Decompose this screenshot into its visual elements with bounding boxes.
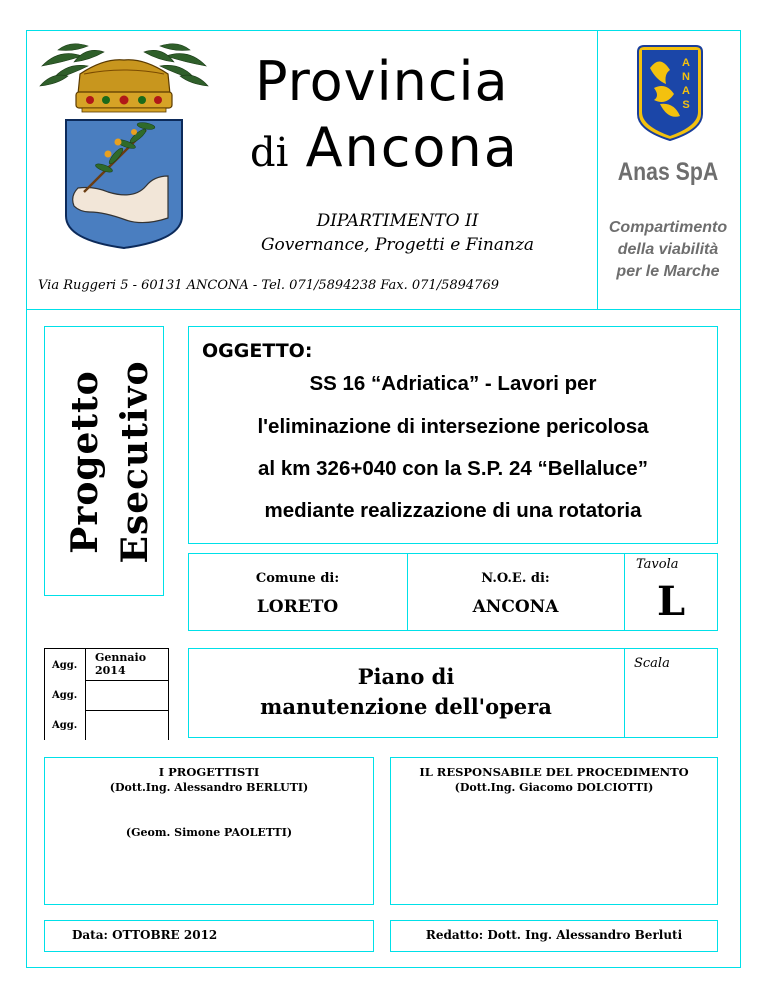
province-address: Via Ruggeri 5 - 60131 ANCONA - Tel. 071/5894238 Fax. 071/5894769 — [38, 278, 499, 293]
project-phase-line-1: Progetto — [64, 370, 106, 554]
noe-label: N.O.E. di: — [481, 571, 550, 586]
scala-label: Scala — [634, 656, 670, 671]
agg-label-1: Agg. — [52, 660, 78, 671]
progettista-1: (Dott.Ing. Alessandro BERLUTI) — [109, 781, 309, 794]
department-subtitle: Governance, Progetti e Finanza — [260, 235, 535, 255]
anas-logo-icon — [636, 44, 704, 142]
agg-label-2: Agg. — [52, 690, 78, 701]
document-divider — [624, 648, 625, 738]
responsabile-name: (Dott.Ing. Giacomo DOLCIOTTI) — [454, 781, 654, 794]
agg-col-divider — [85, 648, 86, 740]
document-title-line-1: Piano di — [357, 664, 455, 689]
comune-value: LORETO — [256, 597, 339, 617]
progettista-2: (Geom. Simone PAOLETTI) — [125, 826, 293, 839]
oggetto-line-1: SS 16 “Adriatica” - Lavori per — [309, 372, 597, 395]
anas-letter-n: N — [682, 71, 690, 83]
comune-label: Comune di: — [255, 571, 340, 586]
anas-sub-line-1: Compartimento — [608, 219, 728, 236]
header-horizontal-divider — [26, 309, 741, 310]
agg-right-line — [168, 648, 169, 740]
document-title-line-2: manutenzione dell'opera — [260, 694, 552, 719]
anas-letter-s: S — [682, 99, 690, 111]
agg-left-line — [44, 648, 45, 740]
department-title: DIPARTIMENTO II — [316, 211, 479, 231]
redatto-text: Redatto: Dott. Ing. Alessandro Berluti — [425, 928, 683, 942]
location-divider-1 — [407, 553, 408, 631]
oggetto-line-2: l'eliminazione di intersezione pericolosa — [257, 415, 649, 438]
oggetto-label: OGGETTO: — [202, 340, 313, 362]
responsabile-title: IL RESPONSABILE DEL PROCEDIMENTO — [419, 765, 689, 779]
agg-row-divider-1 — [85, 680, 169, 681]
province-coat-of-arms — [34, 36, 214, 256]
province-title-di: di — [250, 130, 289, 176]
anas-letter-a1: A — [682, 57, 690, 69]
progettisti-title: I PROGETTISTI — [158, 765, 260, 779]
agg-value-1: Gennaio 2014 — [95, 651, 147, 677]
anas-letter-a2: A — [682, 85, 690, 97]
oggetto-line-3: al km 326+040 con la S.P. 24 “Bellaluce” — [258, 457, 648, 480]
province-title: Provincia — [255, 50, 509, 113]
anas-sub-line-3: per le Marche — [616, 263, 720, 280]
province-title-ancona: Ancona — [305, 116, 519, 179]
anas-name: Anas SpA — [617, 158, 719, 186]
agg-row-divider-2 — [85, 710, 169, 711]
anas-sub-line-2: della viabilità — [617, 241, 719, 258]
tavola-value: L — [656, 578, 686, 625]
oggetto-line-4: mediante realizzazione di una rotatoria — [264, 499, 642, 522]
noe-value: ANCONA — [472, 597, 559, 617]
agg-label-3: Agg. — [52, 720, 78, 731]
responsabile-box — [390, 757, 718, 905]
province-subtitle — [250, 118, 519, 183]
tavola-label: Tavola — [636, 557, 679, 572]
project-phase-line-2: Esecutivo — [114, 360, 156, 564]
agg-top-line — [44, 648, 169, 649]
date-text: Data: OTTOBRE 2012 — [72, 928, 218, 942]
